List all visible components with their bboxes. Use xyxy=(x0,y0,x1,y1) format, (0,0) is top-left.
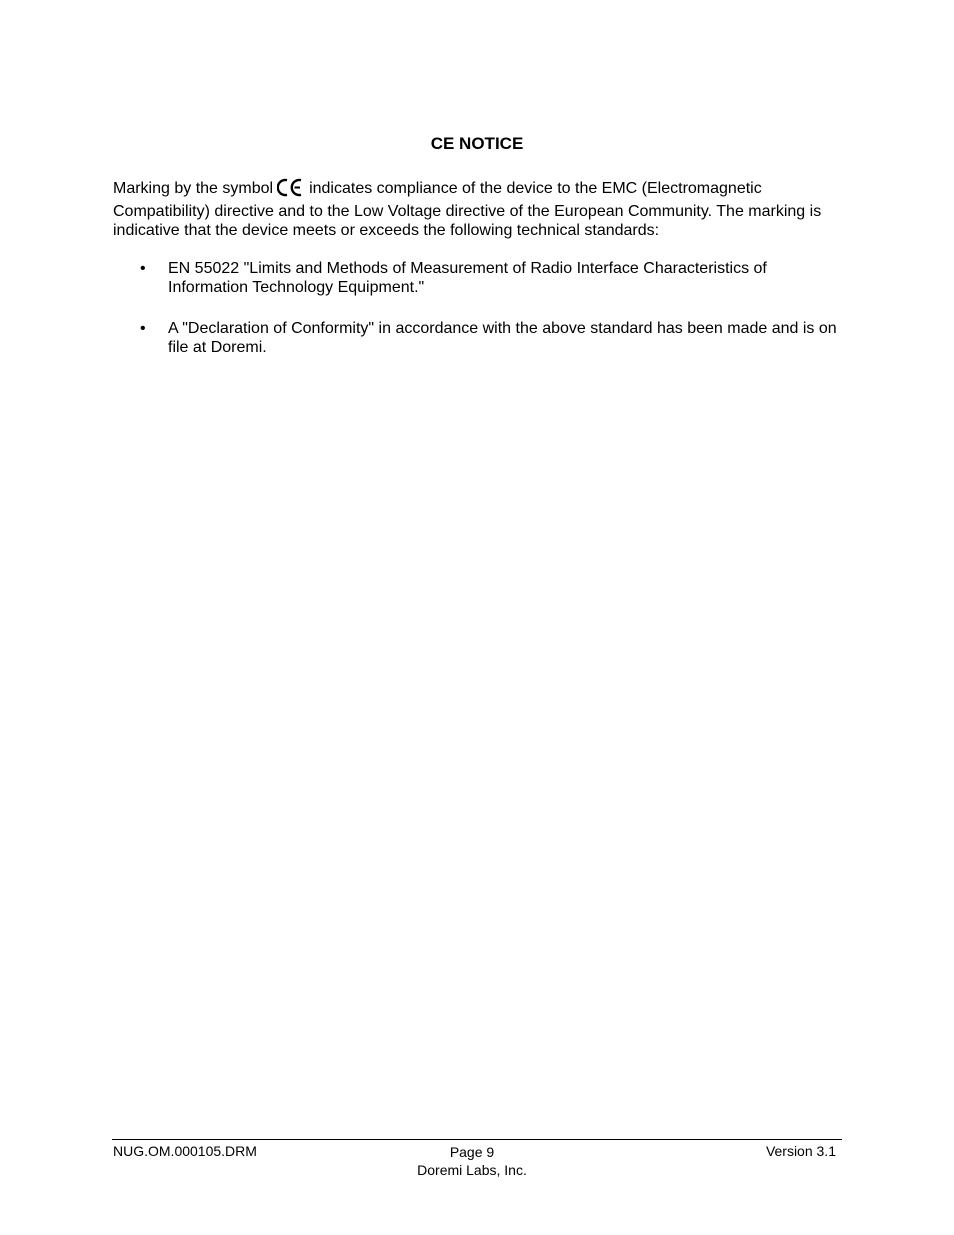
intro-text-after-symbol: indicates compliance of the device to the EMC (Electromagnetic Compatibility) directive and to the Low Voltage directive of the European Community. The marking is indicative that the device meets or exceeds the following technical standards: xyxy=(113,180,822,239)
page-title: CE NOTICE xyxy=(430,134,524,153)
footer-version: Version 3.1 xyxy=(765,1143,836,1159)
footer-center xyxy=(372,1143,572,1179)
intro-text-before-symbol: Marking by the symbol xyxy=(113,180,274,197)
ce-mark-icon xyxy=(277,178,303,202)
bullet-marker: • xyxy=(140,320,146,337)
intro-paragraph xyxy=(113,178,843,240)
footer-document-id: NUG.OM.000105.DRM xyxy=(113,1143,257,1159)
bullet-marker: • xyxy=(140,260,146,277)
footer-page-number: Page 9 xyxy=(449,1144,495,1160)
list-item-text: EN 55022 "Limits and Methods of Measurement of Radio Interface Characteristics of Information Technology Equipment." xyxy=(168,260,767,296)
list-item-text: A "Declaration of Conformity" in accordance with the above standard has been made and is on file at Doremi. xyxy=(168,320,837,356)
footer-divider xyxy=(112,1139,842,1140)
footer-company: Doremi Labs, Inc. xyxy=(417,1162,527,1178)
